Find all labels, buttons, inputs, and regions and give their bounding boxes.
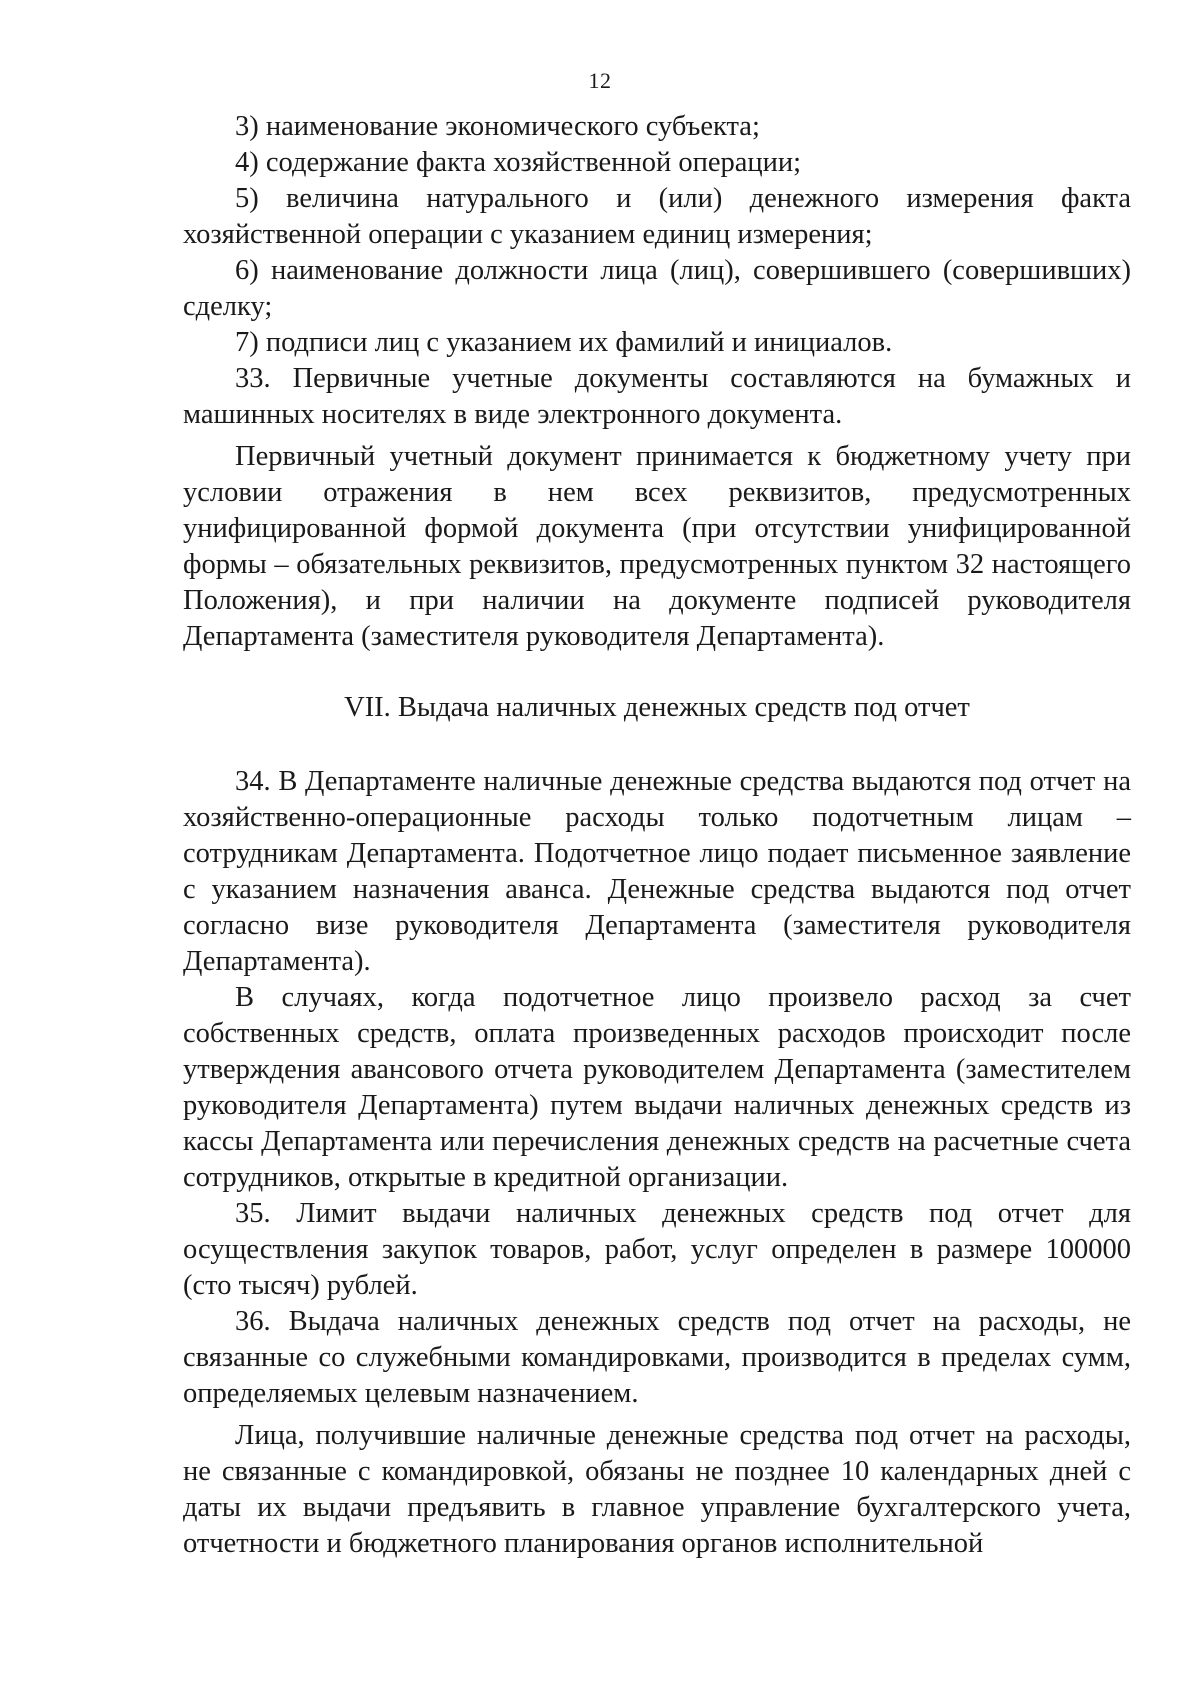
list-item-5: 5) величина натурального и (или) денежного измерения факта хозяйственной операции с указанием единиц измерения; <box>183 183 1131 250</box>
paragraph-34: 34. В Департаменте наличные денежные средства выдаются под отчет на хозяйственно-операционные расходы только подотчетным лицам – сотрудникам Департамента. Подотчетное лицо подает письменное заявление с указанием назначения аванса. Денежные средства выдаются под отчет согласно визе руководителя Департамента (заместителя руководителя Департамента). <box>183 766 1131 977</box>
paragraph-reporting-deadline: Лица, получившие наличные денежные средства под отчет на расходы, не связанные с командировкой, обязаны не позднее 10 календарных дней с даты их выдачи предъявить в главное управление бухгалтерского учета, отчетности и бюджетного планирования органов исполнительной <box>183 1420 1131 1559</box>
list-item-3: 3) наименование экономического субъекта; <box>235 111 760 142</box>
paragraph-primary-document: Первичный учетный документ принимается к бюджетному учету при условии отражения в нем всех реквизитов, предусмотренных унифицированной формой документа (при отсутствии унифицированной формы – обязательных реквизитов, предусмотренных пунктом 32 настоящего Положения), и при наличии на документе подписей руководителя Департамента (заместителя руководителя Департамента). <box>183 441 1131 652</box>
list-item-4: 4) содержание факта хозяйственной операции; <box>235 147 802 178</box>
paragraph-33: 33. Первичные учетные документы составляются на бумажных и машинных носителях в виде электронного документа. <box>183 363 1131 430</box>
page-number: 12 <box>588 68 612 93</box>
paragraph-own-funds: В случаях, когда подотчетное лицо произвело расход за счет собственных средств, оплата произведенных расходов происходит после утверждения авансового отчета руководителем Департамента (заместителем руководителя Департамента) путем выдачи наличных денежных средств из кассы Департамента или перечисления денежных средств на расчетные счета сотрудников, открытые в кредитной организации. <box>183 982 1131 1193</box>
section-heading-block <box>183 690 1131 726</box>
list-item-6: 6) наименование должности лица (лиц), совершившего (совершивших) сделку; <box>183 255 1131 322</box>
document-body-bottom <box>183 764 1131 1562</box>
section-heading: VII. Выдача наличных денежных средств под отчет <box>344 692 970 723</box>
paragraph-36: 36. Выдача наличных денежных средств под отчет на расходы, не связанные со служебными командировками, производится в пределах сумм, определяемых целевым назначением. <box>183 1306 1131 1409</box>
document-body-top <box>183 109 1131 655</box>
list-item-7: 7) подписи лиц с указанием их фамилий и инициалов. <box>235 327 893 358</box>
paragraph-35: 35. Лимит выдачи наличных денежных средств под отчет для осуществления закупок товаров, работ, услуг определен в размере 100000 (сто тысяч) рублей. <box>183 1198 1131 1301</box>
